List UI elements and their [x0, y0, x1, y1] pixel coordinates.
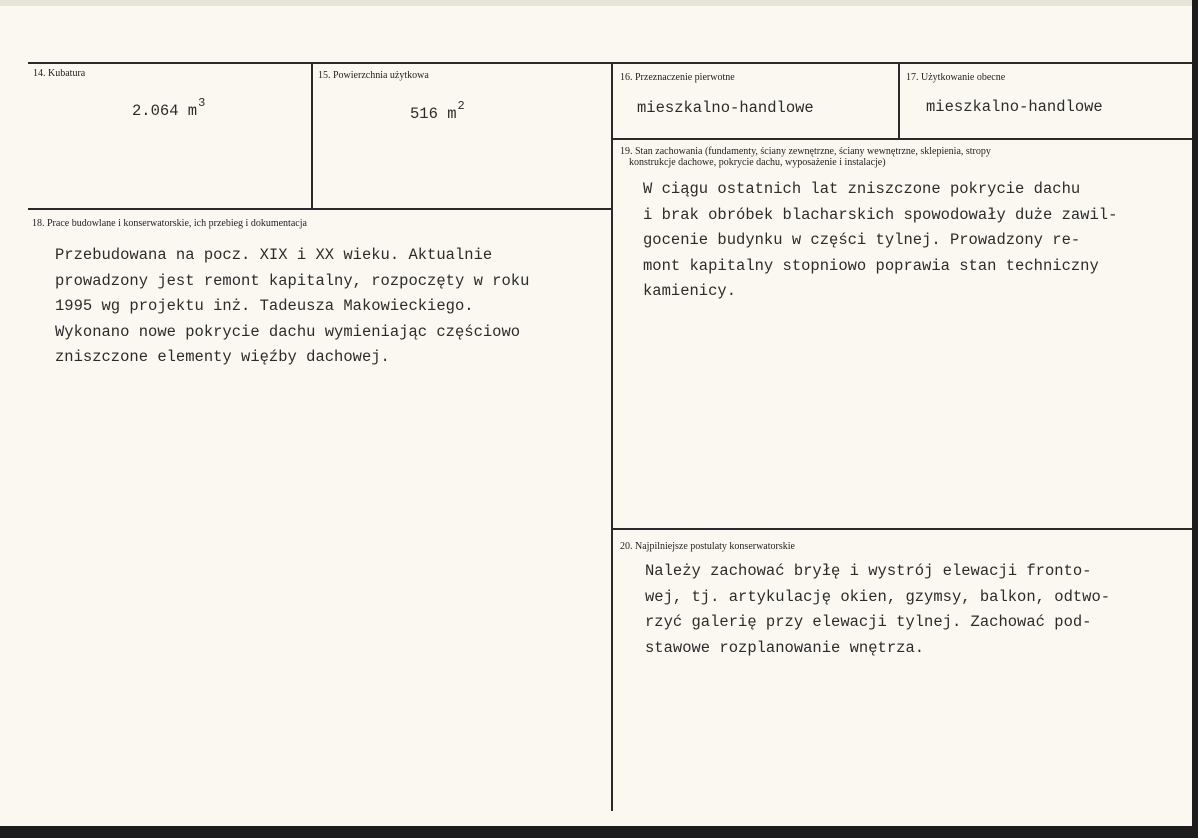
field-18-label: 18. Prace budowlane i konserwatorskie, ich przebieg i dokumentacja [32, 218, 307, 229]
field-19-line: gocenie budynku w części tylnej. Prowadzony re- [643, 231, 1081, 249]
scan-bottom-edge [0, 826, 1198, 838]
field-19-label-line-1: 19. Stan zachowania (fundamenty, ściany zewnętrzne, ściany wewnętrzne, sklepienia, stropy [620, 146, 991, 157]
field-19-line: mont kapitalny stopniowo poprawia stan techniczny [643, 256, 1099, 275]
field-15-exponent: 2 [457, 99, 465, 113]
field-20-label: 20. Najpilniejsze postulaty konserwatorskie [620, 541, 795, 552]
field-18-line: zniszczone elementy więźby dachowej. [55, 348, 390, 366]
field-20-line: wej, tj. artykulację okien, gzymsy, balkon, odtwo- [645, 587, 1111, 606]
field-19-line: i brak obróbek blacharskich spowodowały duże zawil- [643, 205, 1118, 224]
divider-16-17 [898, 63, 900, 139]
field-20-line: stawowe rozplanowanie wnętrza. [645, 638, 925, 657]
field-14-value [132, 96, 206, 120]
field-15-value [410, 99, 465, 123]
divider-16-19 [612, 138, 1192, 140]
field-18-line: Przebudowana na pocz. XIX i XX wieku. Aktualnie [55, 246, 493, 264]
field-20-line: rzyć galerię przy elewacji tylnej. Zachować pod- [645, 613, 1092, 631]
divider-14-18 [28, 208, 612, 210]
field-20-text [645, 559, 1110, 661]
scan-right-edge [1192, 0, 1198, 838]
field-17-value: mieszkalno-handlowe [926, 98, 1103, 116]
field-19-line: kamienicy. [643, 282, 737, 300]
field-16-value: mieszkalno-handlowe [637, 99, 814, 117]
field-15-label: 15. Powierzchnia użytkowa [318, 70, 429, 81]
card-top-edge [0, 0, 1198, 6]
field-16-label: 16. Przeznaczenie pierwotne [620, 72, 735, 83]
field-18-line: 1995 wg projektu inż. Tadeusza Makowieckiego. [55, 297, 474, 315]
field-14-label: 14. Kubatura [33, 68, 86, 79]
field-20-line: Należy zachować bryłę i wystrój elewacji fronto- [645, 562, 1092, 580]
field-15-number: 516 m [410, 105, 457, 123]
divider-left-right [611, 63, 613, 811]
field-19-text [643, 177, 1117, 305]
field-18-text [55, 243, 529, 371]
field-17-label: 17. Użytkowanie obecne [906, 72, 1006, 83]
divider-14-15 [311, 63, 313, 209]
divider-19-20 [612, 528, 1192, 530]
field-19-label-line-2: konstrukcje dachowe, pokrycie dachu, wyposażenie i instalacje) [629, 157, 886, 168]
field-14-exponent: 3 [198, 96, 206, 110]
field-14-number: 2.064 m [132, 102, 198, 120]
top-border-line [28, 62, 1192, 64]
field-18-line: Wykonano nowe pokrycie dachu wymieniając częściowo [55, 322, 521, 341]
field-18-line: prowadzony jest remont kapitalny, rozpoczęty w roku [55, 271, 530, 290]
field-19-line: W ciągu ostatnich lat zniszczone pokrycie dachu [643, 180, 1081, 198]
